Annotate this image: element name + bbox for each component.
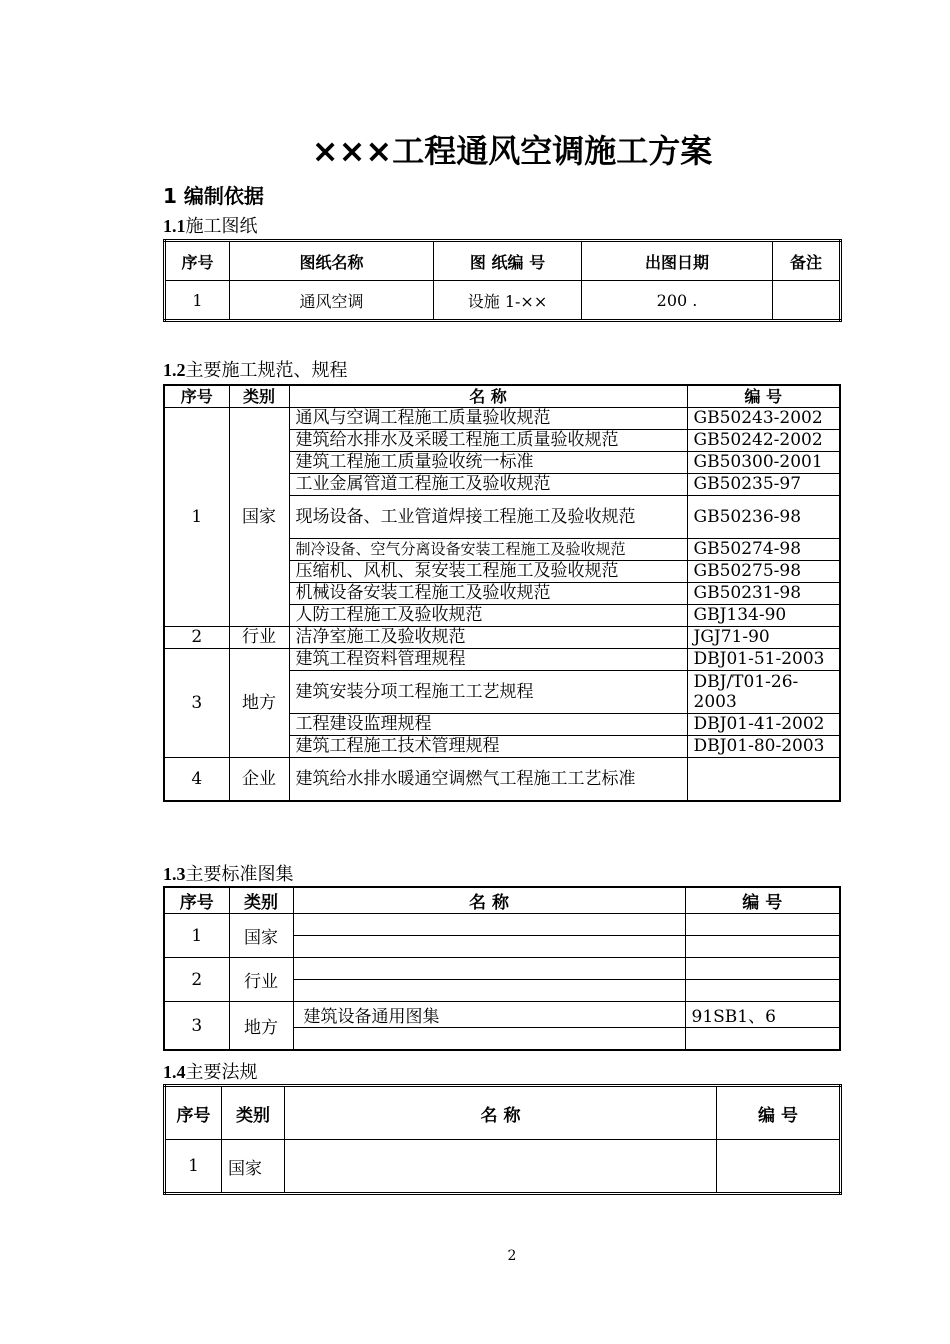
- drawings-table: [163, 239, 842, 322]
- atlas-name: [293, 958, 685, 980]
- standard-name: 建筑工程施工质量验收统一标准: [289, 452, 687, 474]
- standard-code: GB50275-98: [687, 561, 840, 583]
- table-cell: [717, 1140, 841, 1194]
- group-category: 地方: [229, 1002, 293, 1051]
- atlas-name: [293, 936, 685, 958]
- header-cell: 序号: [165, 1086, 222, 1140]
- table-header-row: [164, 887, 840, 914]
- standard-code: GB50242-2002: [687, 430, 840, 452]
- document-title: ×××工程通风空调施工方案: [311, 132, 713, 170]
- header-cell: 序号: [164, 385, 229, 408]
- atlas-code: [685, 936, 840, 958]
- subsection-number: 1.4: [163, 1062, 186, 1082]
- table-row: [164, 958, 840, 980]
- standard-name: 通风与空调工程施工质量验收规范: [289, 408, 687, 430]
- table-cell: 国家: [222, 1140, 285, 1194]
- standard-code: GB50236-98: [687, 496, 840, 539]
- table-cell: 1: [165, 281, 230, 321]
- table-row: [165, 1140, 841, 1194]
- standard-name: 压缩机、风机、泵安装工程施工及验收规范: [289, 561, 687, 583]
- atlas-code: 91SB1、6: [685, 1002, 840, 1028]
- subsection-heading-1-3: [163, 860, 294, 886]
- subsection-heading-1-2: [163, 356, 348, 382]
- group-number: 1: [164, 914, 229, 958]
- standard-code: DBJ/T01-26-2003: [687, 671, 840, 714]
- table-row: [164, 649, 840, 671]
- table-header-row: [164, 385, 840, 408]
- group-number: 2: [164, 958, 229, 1002]
- subsection-number: 1.3: [163, 864, 186, 884]
- regulations-table: [163, 1084, 842, 1195]
- table-row: [164, 1002, 840, 1028]
- atlas-code: [685, 1028, 840, 1051]
- atlas-name: [293, 914, 685, 936]
- standard-name: 工业金属管道工程施工及验收规范: [289, 474, 687, 496]
- standard-name: 洁净室施工及验收规范: [289, 627, 687, 649]
- subsection-number: 1.2: [163, 360, 186, 380]
- subsection-number: 1.1: [163, 216, 186, 236]
- atlas-code: [685, 914, 840, 936]
- table-header-row: [165, 1086, 841, 1140]
- standard-name: 现场设备、工业管道焊接工程施工及验收规范: [289, 496, 687, 539]
- header-cell: 出图日期: [582, 241, 773, 281]
- header-cell: 类别: [229, 385, 289, 408]
- header-cell: 编 号: [717, 1086, 841, 1140]
- table-cell: 200 .: [582, 281, 773, 321]
- subsection-label: 施工图纸: [185, 216, 258, 237]
- standard-name: 建筑工程资料管理规程: [289, 649, 687, 671]
- header-cell: 编 号: [685, 887, 840, 914]
- header-cell: 图纸名称: [230, 241, 434, 281]
- atlas-name: 建筑设备通用图集: [293, 1002, 685, 1028]
- standard-code: GB50300-2001: [687, 452, 840, 474]
- header-cell: 备注: [773, 241, 841, 281]
- standard-name: 建筑安装分项工程施工工艺规程: [289, 671, 687, 714]
- standard-name: 建筑给水排水暖通空调燃气工程施工工艺标准: [289, 758, 687, 802]
- header-cell: 类别: [229, 887, 293, 914]
- standards-table: [163, 384, 841, 802]
- subsection-label: 主要标准图集: [185, 864, 294, 885]
- atlas-name: [293, 980, 685, 1002]
- table-header-row: [165, 241, 841, 281]
- header-cell: 名 称: [285, 1086, 717, 1140]
- standard-code: GB50235-97: [687, 474, 840, 496]
- standard-code: DBJ01-51-2003: [687, 649, 840, 671]
- group-category: 国家: [229, 914, 293, 958]
- header-cell: 序号: [165, 241, 230, 281]
- header-cell: 图 纸编 号: [434, 241, 582, 281]
- subsection-heading-1-4: [163, 1058, 258, 1084]
- group-number: 3: [164, 649, 229, 758]
- table-cell: [285, 1140, 717, 1194]
- table-cell: 通风空调: [230, 281, 434, 321]
- group-number: 3: [164, 1002, 229, 1051]
- standard-code: DBJ01-41-2002: [687, 714, 840, 736]
- standard-code: [687, 758, 840, 802]
- table-cell: 设施 1-××: [434, 281, 582, 321]
- group-number: 1: [164, 408, 229, 627]
- header-cell: 类别: [222, 1086, 285, 1140]
- table-cell: [773, 281, 841, 321]
- table-row: [164, 758, 840, 802]
- group-category: 行业: [229, 958, 293, 1002]
- standard-code: GB50243-2002: [687, 408, 840, 430]
- group-number: 2: [164, 627, 229, 649]
- standard-code: JGJ71-90: [687, 627, 840, 649]
- table-row: [164, 627, 840, 649]
- standard-code: DBJ01-80-2003: [687, 736, 840, 758]
- group-category: 行业: [229, 627, 289, 649]
- group-number: 4: [164, 758, 229, 802]
- atlas-code: [685, 958, 840, 980]
- group-category: 企业: [229, 758, 289, 802]
- subsection-label: 主要法规: [185, 1062, 258, 1083]
- standard-name: 制冷设备、空气分离设备安装工程施工及验收规范: [289, 539, 687, 561]
- atlas-code: [685, 980, 840, 1002]
- header-cell: 编 号: [687, 385, 840, 408]
- standard-name: 工程建设监理规程: [289, 714, 687, 736]
- table-cell: 1: [165, 1140, 222, 1194]
- standard-name: 建筑工程施工技术管理规程: [289, 736, 687, 758]
- subsection-heading-1-1: [163, 212, 258, 238]
- page-number: 2: [507, 1248, 517, 1264]
- subsection-label: 主要施工规范、规程: [185, 360, 348, 381]
- header-cell: 序号: [164, 887, 229, 914]
- atlas-name: [293, 1028, 685, 1051]
- standard-name: 人防工程施工及验收规范: [289, 605, 687, 627]
- standard-code: GBJ134-90: [687, 605, 840, 627]
- section-heading: 1 编制依据: [163, 184, 264, 208]
- standard-name: 机械设备安装工程施工及验收规范: [289, 583, 687, 605]
- standard-name: 建筑给水排水及采暖工程施工质量验收规范: [289, 430, 687, 452]
- standard-code: GB50231-98: [687, 583, 840, 605]
- group-category: 国家: [229, 408, 289, 627]
- table-row: [165, 281, 841, 321]
- table-row: [164, 408, 840, 430]
- header-cell: 名 称: [293, 887, 685, 914]
- atlas-table: [163, 886, 841, 1051]
- header-cell: 名 称: [289, 385, 687, 408]
- standard-code: GB50274-98: [687, 539, 840, 561]
- group-category: 地方: [229, 649, 289, 758]
- table-row: [164, 914, 840, 936]
